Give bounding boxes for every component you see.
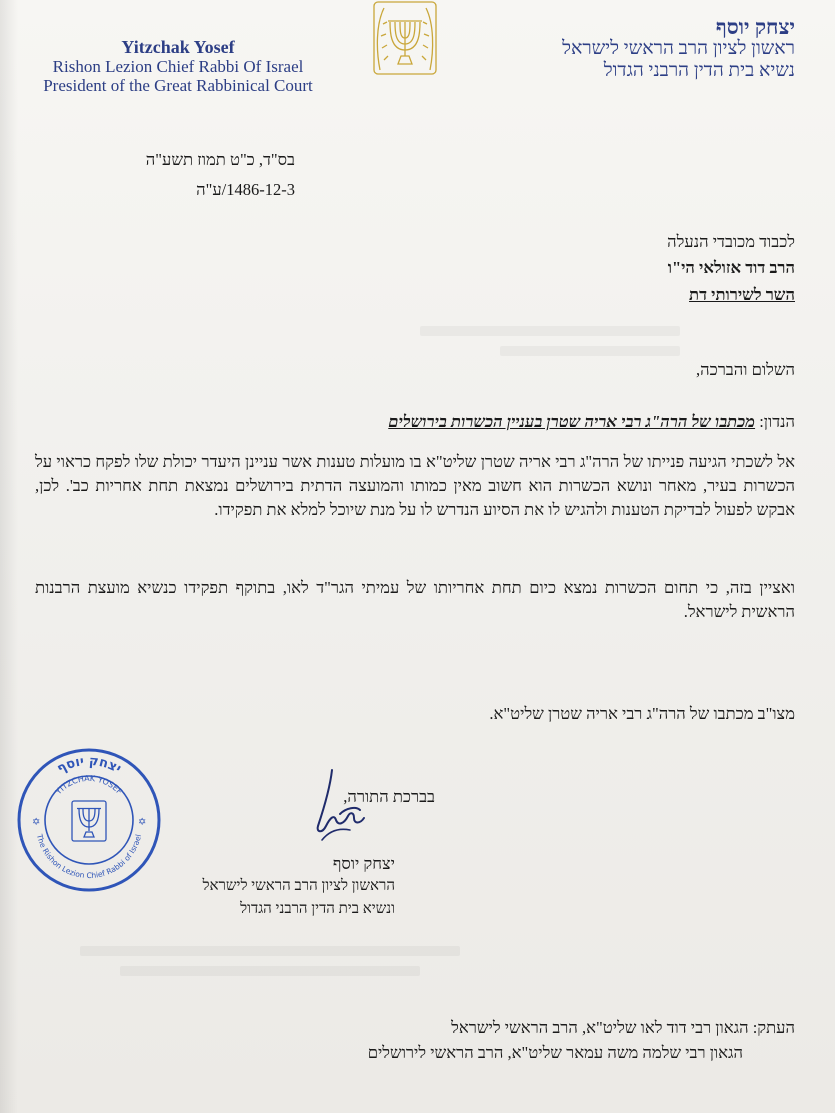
letter-reference: 1486-12-3/ע"ה <box>196 180 295 199</box>
bleed-through-mark <box>80 946 460 956</box>
body-paragraph-2: ואציין בזה, כי תחום הכשרות נמצא כיום תחת אחריותו של עמיתי הגר"ד לאו, בתוקף תפקידו כנשיא מועצת הרבנות הראשית לישראל. <box>35 578 795 621</box>
page-edge-shadow <box>0 0 18 1113</box>
greeting: השלום והברכה, <box>696 360 795 379</box>
letterhead-subtitle-en: President of the Great Rabbinical Court <box>43 76 313 95</box>
letterhead-hebrew <box>475 16 795 82</box>
letterhead-name-en: Yitzchak Yosef <box>121 37 235 57</box>
copies-line-2: הגאון רבי שלמה משה עמאר שליט"א, הרב הראשי לירושלים <box>367 1043 743 1062</box>
svg-text:YITZCHAK YOSEF: YITZCHAK YOSEF <box>53 773 125 797</box>
subject-title: מכתבו של הרה"ג רבי אריה שטרן בעניין הכשרות בירושלים <box>388 412 756 431</box>
recipient-salutation: לכבוד מכובדי הנעלה <box>667 232 795 251</box>
copies-recipient-1: הגאון רבי דוד לאו שליט"א, הרב הראשי לישראל <box>451 1018 749 1037</box>
bleed-through-mark <box>500 346 680 356</box>
signatory-title-2: ונשיא בית הדין הרבני הגדול <box>240 901 395 917</box>
official-stamp <box>14 745 164 895</box>
svg-text:✡: ✡ <box>138 817 147 828</box>
recipient-title: השר לשירותי דת <box>689 285 795 304</box>
copies-label: העתק: <box>748 1018 795 1037</box>
subject-label: הנדון: <box>755 412 795 431</box>
bleed-through-mark <box>120 966 420 976</box>
letterhead-title-he: ראשון לציון הרב הראשי לישראל <box>562 38 795 59</box>
enclosure-note: מצו"ב מכתבו של הרה"ג רבי אריה שטרן שליט"א. <box>489 704 795 723</box>
svg-text:The Rishon Lezion Chief Rabbi: The Rishon Lezion Chief Rabbi of Israel <box>34 833 144 881</box>
signatory-name: יצחק יוסף <box>332 854 395 873</box>
letterhead-subtitle-he: נשיא בית הדין הרבני הגדול <box>603 60 795 81</box>
closing-blessing: בברכת התורה, <box>343 787 435 806</box>
letterhead-name-he: יצחק יוסף <box>715 15 795 39</box>
copies-line-1 <box>451 1018 795 1038</box>
bleed-through-mark <box>420 326 680 336</box>
svg-text:✡: ✡ <box>32 817 41 828</box>
letter-date: בס"ד, כ"ט תמוז תשע"ה <box>145 150 295 169</box>
svg-text:יצחק יוסף: יצחק יוסף <box>54 753 124 777</box>
body-paragraph-1: אל לשכתי הגיעה פנייתו של הרה"ג רבי אריה שטרן שליט"א בו מועלות טענות אשר עניינן היעדר יכולת שלו לפקח כראוי על הכשרות בעיר, מאחר ונושא הכשרות הוא חשוב מאין כמותו והמועצה הדתית בירושלים נמצאת תחת אחריות כב'. לכן, אבקש לפעול לבדיקת הטענות ולהגיש לו את הסיוע הנדרש לו על מנת שיוכל למלא את תפקידו. <box>35 452 795 519</box>
menorah-emblem-icon <box>370 0 440 78</box>
letterhead-title-en: Rishon Lezion Chief Rabbi Of Israel <box>52 57 304 76</box>
signatory-title-1: הראשון לציון הרב הראשי לישראל <box>202 878 395 894</box>
subject-line <box>388 412 795 432</box>
handwritten-signature <box>300 768 380 848</box>
recipient-name: הרב דוד אזולאי הי"ו <box>667 258 795 277</box>
letterhead-english <box>28 38 328 95</box>
